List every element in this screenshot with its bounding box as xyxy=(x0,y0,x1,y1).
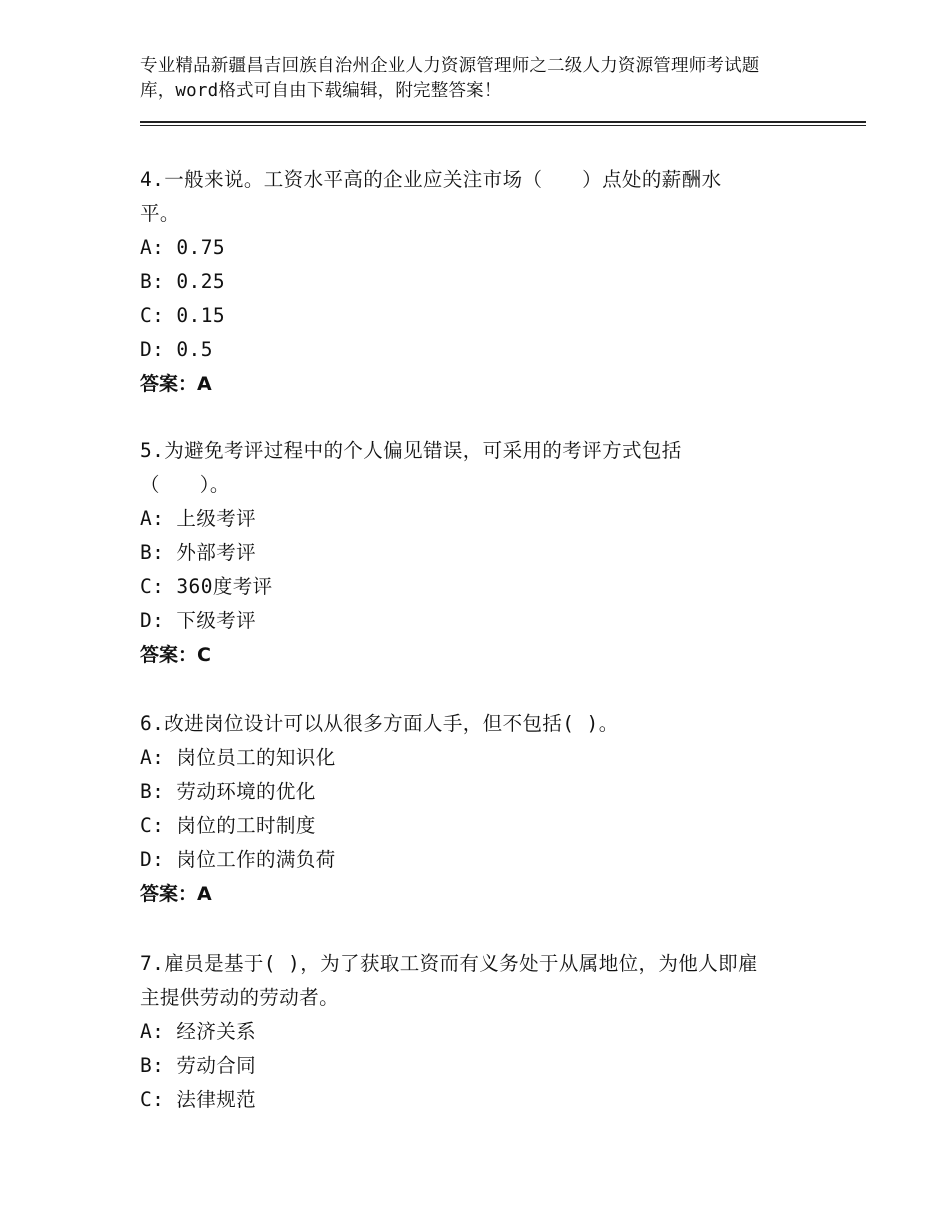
question-stem-line: 6.改进岗位设计可以从很多方面人手，但不包括( )。 xyxy=(140,712,619,735)
option-a: A: 经济关系 xyxy=(140,1020,257,1043)
option-b: B: 外部考评 xyxy=(140,541,257,564)
question-6 xyxy=(140,707,820,911)
option-a: A: 0.75 xyxy=(140,236,225,259)
question-4 xyxy=(140,163,820,401)
option-a: A: 上级考评 xyxy=(140,507,257,530)
option-d: D: 下级考评 xyxy=(140,609,257,632)
header-divider-thick xyxy=(140,121,866,123)
option-b: B: 劳动合同 xyxy=(140,1054,257,1077)
option-b: B: 劳动环境的优化 xyxy=(140,780,316,803)
question-stem-line: 4.一般来说。工资水平高的企业应关注市场（ ）点处的薪酬水 xyxy=(140,168,722,191)
option-c: C: 0.15 xyxy=(140,304,225,327)
question-stem-line: 5.为避免考评过程中的个人偏见错误，可采用的考评方式包括 xyxy=(140,439,682,462)
question-5 xyxy=(140,434,820,672)
question-stem-line: （ ）。 xyxy=(140,473,230,496)
option-c: C: 法律规范 xyxy=(140,1088,257,1111)
header-line-1: 专业精品新疆昌吉回族自治州企业人力资源管理师之二级人力资源管理师考试题 xyxy=(140,56,760,76)
option-d: D: 岗位工作的满负荷 xyxy=(140,848,336,871)
question-7 xyxy=(140,947,820,1117)
header-divider-thin xyxy=(140,125,866,126)
option-c: C: 360度考评 xyxy=(140,575,273,598)
option-a: A: 岗位员工的知识化 xyxy=(140,746,336,769)
option-c: C: 岗位的工时制度 xyxy=(140,814,316,837)
answer-line: 答案：C xyxy=(140,644,211,666)
question-stem-line: 主提供劳动的劳动者。 xyxy=(140,986,340,1009)
question-stem-line: 平。 xyxy=(140,202,180,225)
header-line-2: 库，word格式可自由下载编辑，附完整答案！ xyxy=(140,81,502,101)
answer-line: 答案：A xyxy=(140,373,212,395)
option-b: B: 0.25 xyxy=(140,270,225,293)
question-stem-line: 7.雇员是基于( )，为了获取工资而有义务处于从属地位，为他人即雇 xyxy=(140,952,758,975)
answer-line: 答案：A xyxy=(140,883,212,905)
document-header xyxy=(140,54,820,104)
option-d: D: 0.5 xyxy=(140,338,213,361)
